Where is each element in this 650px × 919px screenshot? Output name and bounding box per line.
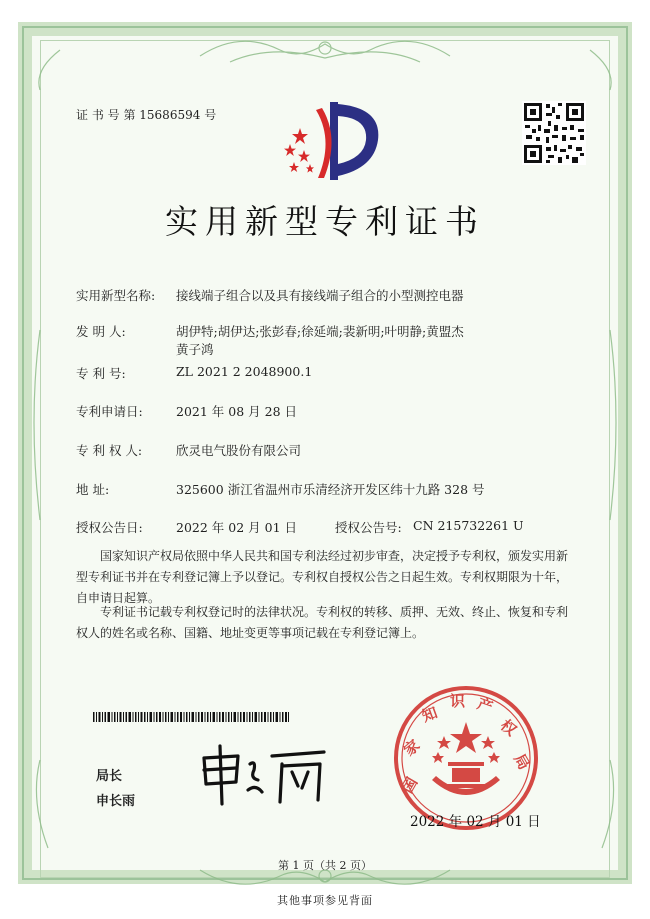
svg-text:权: 权	[496, 716, 521, 740]
signatory-name: 申长雨	[96, 794, 136, 809]
footer-note: 其他事项参见背面	[277, 894, 373, 907]
svg-text:产: 产	[474, 694, 496, 717]
field-value-inventors-line2: 黄子鸿	[176, 342, 214, 357]
svg-text:知: 知	[419, 703, 440, 726]
patent-office-logo-icon	[280, 98, 384, 184]
handwritten-signature-icon	[198, 742, 334, 808]
svg-text:家: 家	[400, 736, 424, 760]
signatory-role: 局长	[96, 769, 123, 784]
field-value-name: 接线端子组合以及具有接线端子组合的小型测控电器	[176, 288, 464, 303]
barcode-icon	[93, 712, 289, 722]
certificate-number	[76, 106, 216, 123]
field-label-name: 实用新型名称:	[76, 288, 156, 303]
field-label-application-date: 专利申请日:	[76, 404, 143, 419]
svg-text:国: 国	[398, 774, 422, 797]
certificate-title: 实用新型专利证书	[165, 202, 485, 241]
certificate-number-value: 15686594	[139, 108, 201, 122]
field-label-patentee: 专 利 权 人:	[76, 443, 143, 458]
qr-code-icon	[522, 101, 586, 165]
grant-date-value: 2022 年 02 月 01 日	[176, 520, 297, 535]
grant-date-label: 授权公告日:	[76, 520, 143, 535]
svg-text:局: 局	[510, 750, 534, 773]
legal-paragraph-1: 国家知识产权局依照中华人民共和国专利法经过初步审查，决定授予专利权，颁发实用新型专利证书并在专利登记簿上予以登记。专利权自授权公告之日起生效。专利权期限为十年，自申请日起算。	[76, 549, 569, 605]
field-label-patent-number: 专 利 号:	[76, 366, 126, 381]
svg-text:识: 识	[450, 692, 466, 710]
field-label-inventors: 发 明 人:	[76, 324, 126, 339]
certificate-number-suffix: 号	[204, 108, 217, 122]
field-value-address: 325600 浙江省温州市乐清经济开发区纬十九路 328 号	[176, 482, 485, 497]
certificate-number-label: 证 书 号 第	[76, 108, 136, 122]
field-value-patentee: 欣灵电气股份有限公司	[176, 443, 302, 458]
legal-paragraph-2: 专利证书记载专利权登记时的法律状况。专利权的转移、质押、无效、终止、恢复和专利权人的姓名或名称、国籍、地址变更等事项记载在专利登记簿上。	[76, 605, 569, 640]
field-value-inventors: 胡伊特;胡伊达;张彭春;徐延端;裴新明;叶明静;黄盟杰	[176, 324, 464, 339]
seal-date: 2022 年 02 月 01 日	[410, 814, 541, 830]
grant-number-label: 授权公告号:	[335, 520, 402, 535]
field-value-patent-number: ZL 2021 2 2048900.1	[176, 364, 313, 379]
grant-number-value: CN 215732261 U	[413, 518, 524, 533]
field-label-address: 地 址:	[76, 482, 110, 497]
field-value-application-date: 2021 年 08 月 28 日	[176, 404, 297, 419]
page-number: 第 1 页（共 2 页）	[278, 859, 372, 872]
